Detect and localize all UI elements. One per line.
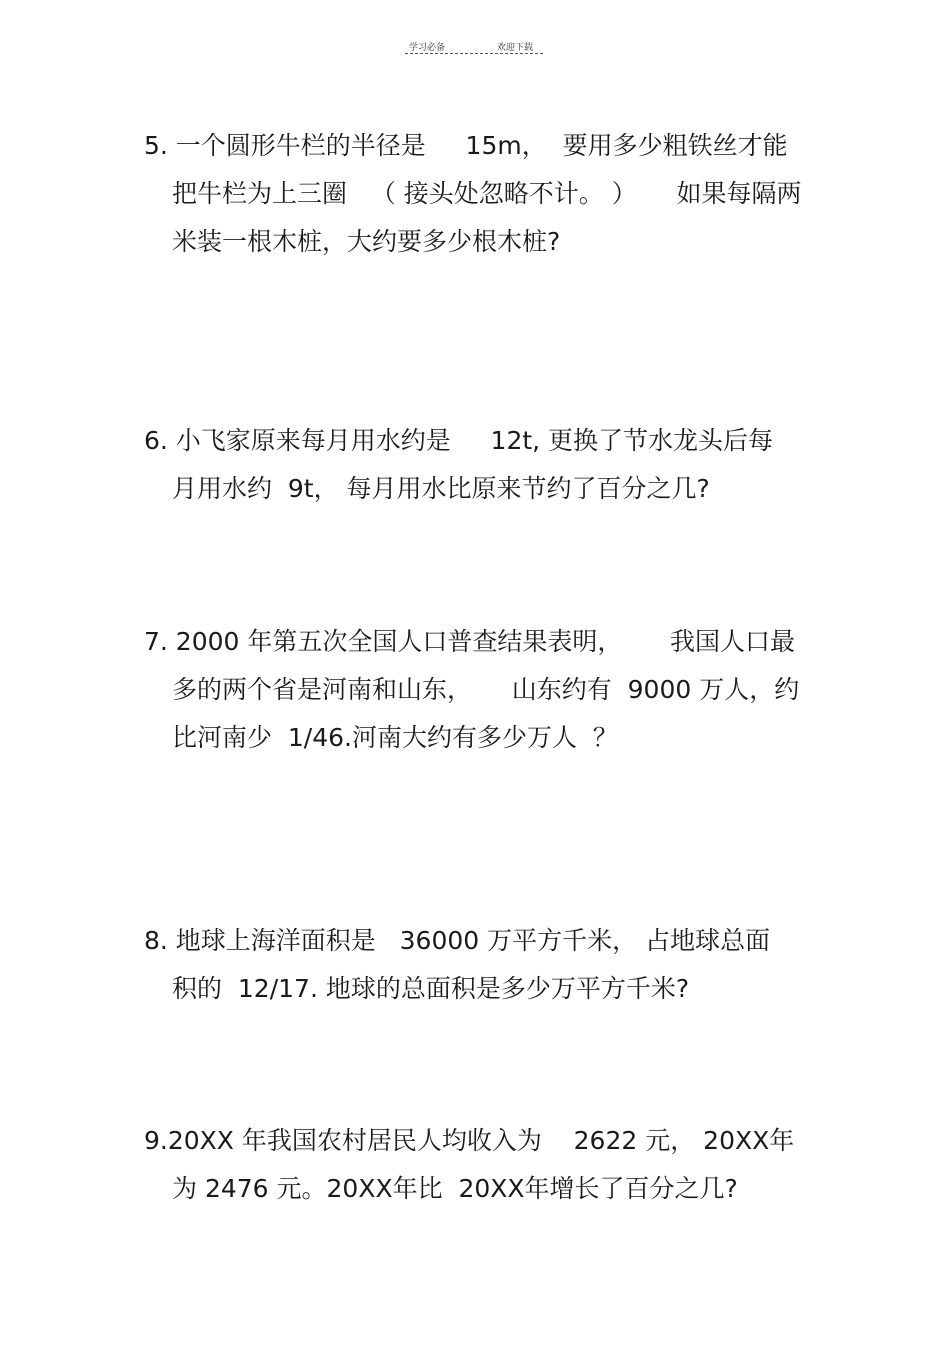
problem-7-line-1: 7. 2000 年第五次全国人口普查结果表明， 我国人口最 xyxy=(144,627,796,656)
problem-5-line-1: 5. 一个圆形牛栏的半径是 15m， 要用多少粗铁丝才能 xyxy=(144,131,788,160)
header-left-text: 学习必备 xyxy=(409,43,446,53)
problem-6-line-1: 6. 小飞家原来每月用水约是 12t, 更换了节水龙头后每 xyxy=(144,426,774,455)
problem-6 xyxy=(144,417,773,513)
problem-7 xyxy=(144,618,799,762)
problem-8-line-1: 8. 地球上海洋面积是 36000 万平方千米， 占地球总面 xyxy=(144,926,771,955)
problem-5 xyxy=(144,122,801,266)
header-right-text: 欢迎下载 xyxy=(497,43,534,53)
problem-9-line-1: 9.20XX 年我国农村居民人均收入为 2622 元， 20XX年 xyxy=(144,1126,795,1155)
problem-5-line-3: 米装一根木桩，大约要多少根木桩? xyxy=(172,227,561,256)
page-header xyxy=(405,38,545,58)
problem-7-line-2: 多的两个省是河南和山东， 山东约有 9000 万人，约 xyxy=(172,675,800,704)
problem-6-line-2: 月用水约 9t， 每月用水比原来节约了百分之几? xyxy=(172,474,710,503)
problem-7-line-3: 比河南少 1/46.河南大约有多少万人 ？ xyxy=(172,723,618,752)
problem-9-line-2: 为 2476 元。20XX年比 20XX年增长了百分之几? xyxy=(172,1174,738,1203)
problem-8-line-2: 积的 12/17. 地球的总面积是多少万平方千米? xyxy=(172,974,690,1003)
problem-5-line-2: 把牛栏为上三圈 （ 接头处忽略不计。 ） 如果每隔两 xyxy=(172,179,802,208)
problem-8 xyxy=(144,917,770,1013)
problem-9 xyxy=(144,1117,794,1213)
header-divider xyxy=(405,53,543,54)
